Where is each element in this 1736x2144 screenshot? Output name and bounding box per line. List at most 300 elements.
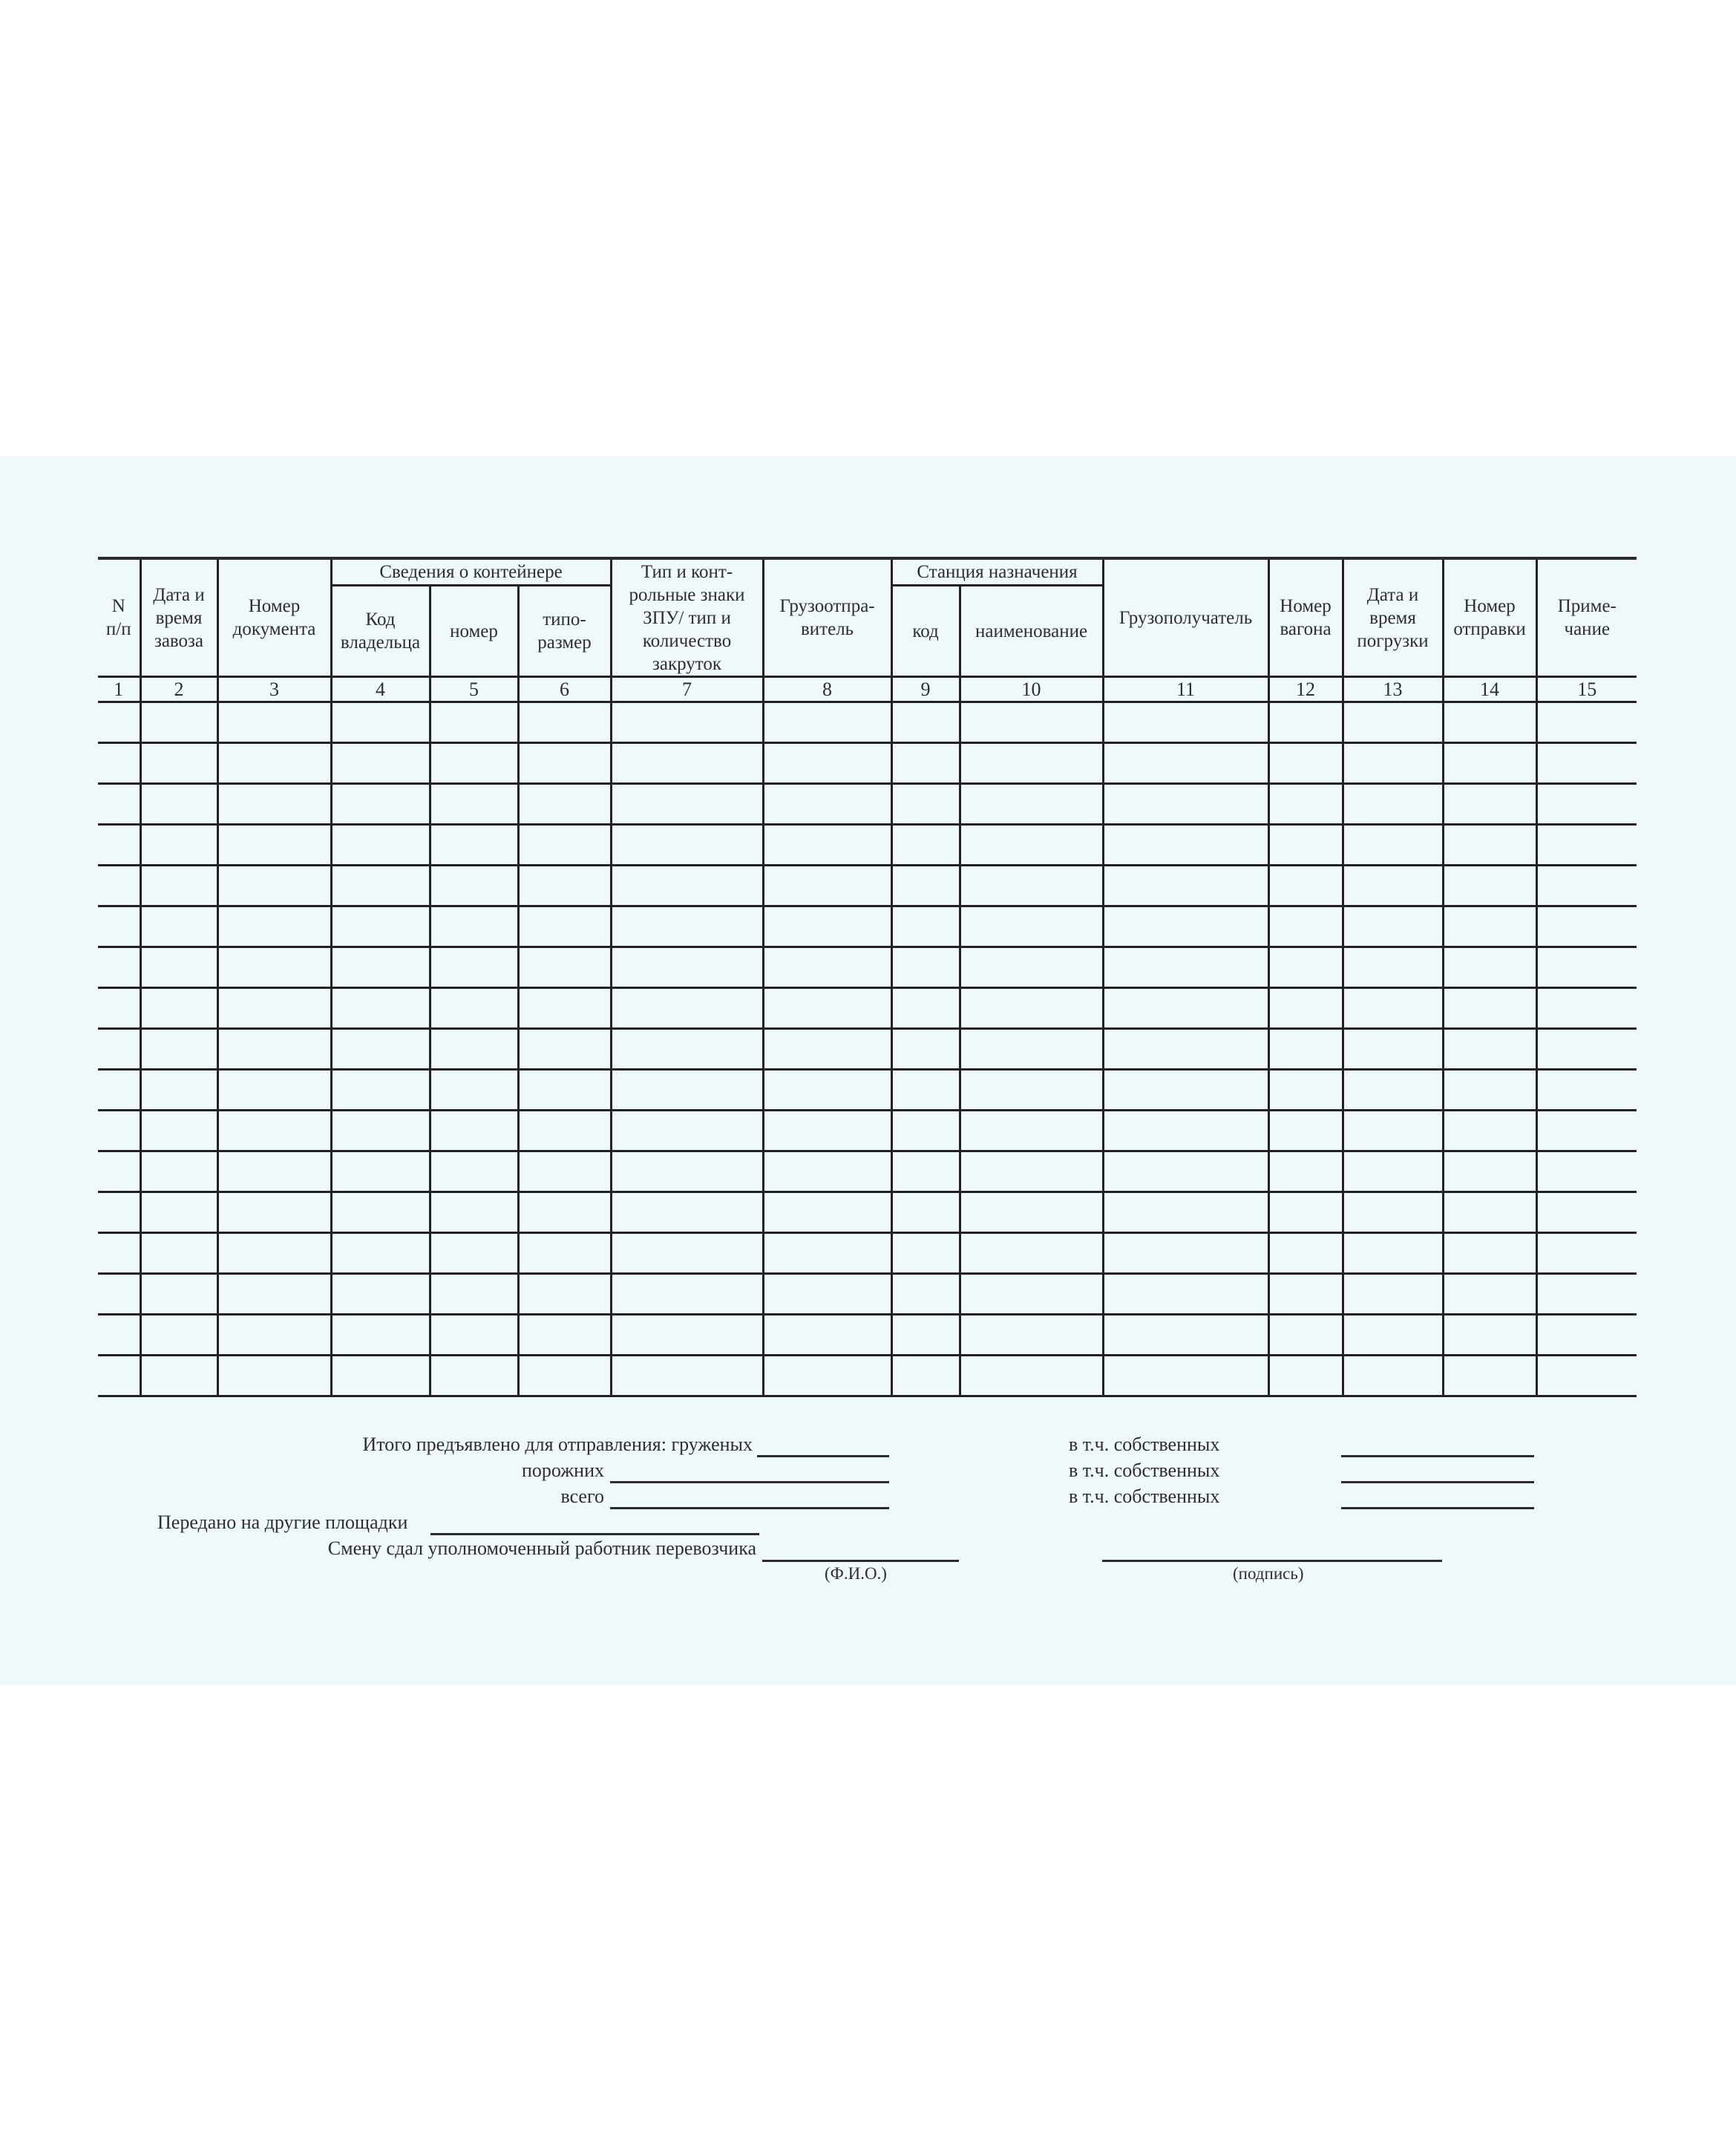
- table-row: [98, 1029, 1637, 1070]
- table-cell[interactable]: [98, 702, 140, 743]
- table-cell[interactable]: [763, 947, 891, 988]
- table-row: [98, 1151, 1637, 1192]
- table-cell[interactable]: [1103, 1111, 1268, 1151]
- table-cell[interactable]: [217, 1151, 331, 1192]
- table-cell[interactable]: [763, 743, 891, 784]
- table-row: [98, 1070, 1637, 1111]
- table-cell[interactable]: [1103, 1233, 1268, 1274]
- table-cell[interactable]: [1443, 1274, 1536, 1315]
- table-cell[interactable]: [217, 1111, 331, 1151]
- table-cell[interactable]: [960, 1233, 1103, 1274]
- table-cell[interactable]: [140, 743, 217, 784]
- col-header-1: N п/п: [98, 558, 140, 677]
- table-cell[interactable]: [1536, 1111, 1637, 1151]
- table-cell[interactable]: [891, 1356, 960, 1396]
- table-cell[interactable]: [430, 1192, 518, 1233]
- table-cell[interactable]: [98, 1315, 140, 1356]
- table-cell[interactable]: [1443, 825, 1536, 866]
- table-cell[interactable]: [611, 1070, 763, 1111]
- table-cell[interactable]: [140, 1233, 217, 1274]
- table-cell[interactable]: [1343, 1151, 1443, 1192]
- own-field-2[interactable]: [1341, 1481, 1534, 1483]
- table-cell[interactable]: [140, 1151, 217, 1192]
- table-cell[interactable]: [960, 1274, 1103, 1315]
- table-cell[interactable]: [98, 1233, 140, 1274]
- table-cell[interactable]: [1103, 1192, 1268, 1233]
- table-cell[interactable]: [217, 743, 331, 784]
- table-row: [98, 702, 1637, 743]
- table-cell[interactable]: [1343, 866, 1443, 906]
- table-cell[interactable]: [1103, 784, 1268, 825]
- table-cell[interactable]: [960, 1029, 1103, 1070]
- table-cell[interactable]: [331, 1233, 430, 1274]
- table-cell[interactable]: [140, 1315, 217, 1356]
- total-loaded-label: Итого предъявлено для отправления: груженых: [362, 1434, 753, 1455]
- table-cell[interactable]: [217, 1029, 331, 1070]
- table-cell[interactable]: [430, 1070, 518, 1111]
- column-number: 2: [140, 677, 217, 702]
- total-field[interactable]: [610, 1507, 889, 1509]
- table-cell[interactable]: [763, 825, 891, 866]
- table-cell[interactable]: [1103, 906, 1268, 947]
- table-cell[interactable]: [960, 906, 1103, 947]
- table-cell[interactable]: [960, 1192, 1103, 1233]
- table-cell[interactable]: [763, 784, 891, 825]
- table-cell[interactable]: [1536, 1070, 1637, 1111]
- table-cell[interactable]: [430, 1356, 518, 1396]
- table-cell[interactable]: [217, 1070, 331, 1111]
- table-cell[interactable]: [1268, 1029, 1343, 1070]
- table-cell[interactable]: [1536, 1151, 1637, 1192]
- col-header-7: Тип и конт- рольные знаки ЗПУ/ тип и количество закруток: [611, 558, 763, 677]
- table-cell[interactable]: [960, 988, 1103, 1029]
- table-cell[interactable]: [1536, 1274, 1637, 1315]
- table-cell[interactable]: [1343, 906, 1443, 947]
- table-cell[interactable]: [611, 1356, 763, 1396]
- table-cell[interactable]: [763, 1111, 891, 1151]
- table-cell[interactable]: [1536, 906, 1637, 947]
- table-cell[interactable]: [891, 1315, 960, 1356]
- table-cell[interactable]: [891, 1192, 960, 1233]
- table-cell[interactable]: [98, 784, 140, 825]
- table-cell[interactable]: [98, 906, 140, 947]
- table-cell[interactable]: [1268, 1233, 1343, 1274]
- table-cell[interactable]: [217, 1356, 331, 1396]
- table-cell[interactable]: [611, 1029, 763, 1070]
- table-cell[interactable]: [518, 825, 611, 866]
- table-cell[interactable]: [331, 1111, 430, 1151]
- table-cell[interactable]: [217, 1233, 331, 1274]
- table-cell[interactable]: [1103, 1029, 1268, 1070]
- table-cell[interactable]: [1268, 906, 1343, 947]
- table-cell[interactable]: [430, 947, 518, 988]
- table-cell[interactable]: [763, 1315, 891, 1356]
- table-cell[interactable]: [98, 988, 140, 1029]
- table-cell[interactable]: [891, 906, 960, 947]
- table-cell[interactable]: [1536, 1029, 1637, 1070]
- table-cell[interactable]: [763, 1029, 891, 1070]
- table-cell[interactable]: [960, 1111, 1103, 1151]
- table-cell[interactable]: [331, 906, 430, 947]
- table-cell[interactable]: [98, 1111, 140, 1151]
- table-cell[interactable]: [217, 866, 331, 906]
- table-cell[interactable]: [611, 1192, 763, 1233]
- table-cell[interactable]: [891, 1274, 960, 1315]
- table-cell[interactable]: [518, 1029, 611, 1070]
- table-cell[interactable]: [891, 1151, 960, 1192]
- table-cell[interactable]: [611, 784, 763, 825]
- table-cell[interactable]: [98, 743, 140, 784]
- table-cell[interactable]: [1268, 1192, 1343, 1233]
- table-cell[interactable]: [331, 947, 430, 988]
- table-cell[interactable]: [1343, 1111, 1443, 1151]
- col-header-4: Код владельца: [331, 586, 430, 677]
- table-cell[interactable]: [891, 743, 960, 784]
- table-cell[interactable]: [763, 988, 891, 1029]
- table-cell[interactable]: [518, 743, 611, 784]
- table-cell[interactable]: [1536, 1356, 1637, 1396]
- table-cell[interactable]: [1268, 1356, 1343, 1396]
- table-cell[interactable]: [891, 988, 960, 1029]
- table-cell[interactable]: [1443, 1151, 1536, 1192]
- table-cell[interactable]: [763, 1192, 891, 1233]
- table-cell[interactable]: [1268, 1315, 1343, 1356]
- table-cell[interactable]: [1103, 1151, 1268, 1192]
- table-cell[interactable]: [960, 702, 1103, 743]
- table-cell[interactable]: [1536, 784, 1637, 825]
- table-cell[interactable]: [430, 743, 518, 784]
- col-header-8: Грузоотпра- витель: [763, 558, 891, 677]
- table-cell[interactable]: [430, 1274, 518, 1315]
- table-cell[interactable]: [1443, 702, 1536, 743]
- table-cell[interactable]: [430, 1233, 518, 1274]
- table-cell[interactable]: [1103, 1356, 1268, 1396]
- table-cell[interactable]: [518, 1151, 611, 1192]
- table-cell[interactable]: [98, 1356, 140, 1396]
- table-cell[interactable]: [331, 702, 430, 743]
- table-cell[interactable]: [1268, 702, 1343, 743]
- table-cell[interactable]: [611, 702, 763, 743]
- col-header-9: код: [891, 586, 960, 677]
- table-cell[interactable]: [763, 866, 891, 906]
- table-cell[interactable]: [1536, 1233, 1637, 1274]
- table-cell[interactable]: [611, 743, 763, 784]
- table-cell[interactable]: [1443, 784, 1536, 825]
- table-cell[interactable]: [1536, 866, 1637, 906]
- table-cell[interactable]: [1268, 1151, 1343, 1192]
- table-cell[interactable]: [1536, 702, 1637, 743]
- fio-caption: (Ф.И.О.): [825, 1564, 887, 1583]
- table-cell[interactable]: [140, 825, 217, 866]
- table-cell[interactable]: [518, 906, 611, 947]
- table-row: [98, 866, 1637, 906]
- table-cell[interactable]: [960, 1070, 1103, 1111]
- table-cell[interactable]: [1343, 743, 1443, 784]
- table-cell[interactable]: [140, 1111, 217, 1151]
- table-cell[interactable]: [518, 1070, 611, 1111]
- table-cell[interactable]: [763, 1233, 891, 1274]
- table-cell[interactable]: [1268, 1274, 1343, 1315]
- table-cell[interactable]: [98, 1151, 140, 1192]
- table-cell[interactable]: [1443, 1070, 1536, 1111]
- col-header-14: Номер отправки: [1443, 558, 1536, 677]
- table-cell[interactable]: [1103, 1070, 1268, 1111]
- col-header-11: Грузополучатель: [1103, 558, 1268, 677]
- table-cell[interactable]: [1443, 988, 1536, 1029]
- table-cell[interactable]: [140, 866, 217, 906]
- table-row: [98, 743, 1637, 784]
- table-cell[interactable]: [611, 1274, 763, 1315]
- table-cell[interactable]: [518, 1233, 611, 1274]
- table-cell[interactable]: [1536, 988, 1637, 1029]
- table-cell[interactable]: [518, 947, 611, 988]
- table-cell[interactable]: [331, 1029, 430, 1070]
- table-cell[interactable]: [98, 866, 140, 906]
- table-cell[interactable]: [960, 1315, 1103, 1356]
- table-cell[interactable]: [98, 1274, 140, 1315]
- table-cell[interactable]: [518, 1111, 611, 1151]
- table-cell[interactable]: [331, 1356, 430, 1396]
- column-number: 13: [1343, 677, 1443, 702]
- table-cell[interactable]: [331, 743, 430, 784]
- table-cell[interactable]: [1343, 1192, 1443, 1233]
- table-cell[interactable]: [891, 1233, 960, 1274]
- table-cell[interactable]: [1443, 1233, 1536, 1274]
- table-body: [98, 702, 1637, 1396]
- table-cell[interactable]: [518, 1315, 611, 1356]
- table-cell[interactable]: [611, 988, 763, 1029]
- transferred-label: Передано на другие площадки: [157, 1511, 408, 1533]
- table-cell[interactable]: [331, 784, 430, 825]
- table-cell[interactable]: [891, 866, 960, 906]
- table-cell[interactable]: [1268, 1070, 1343, 1111]
- table-cell[interactable]: [891, 702, 960, 743]
- table-cell[interactable]: [1268, 825, 1343, 866]
- table-cell[interactable]: [98, 825, 140, 866]
- table-cell[interactable]: [763, 1070, 891, 1111]
- table-cell[interactable]: [1268, 866, 1343, 906]
- table-cell[interactable]: [1443, 1356, 1536, 1396]
- column-number: 12: [1268, 677, 1343, 702]
- table-cell[interactable]: [960, 947, 1103, 988]
- table-cell[interactable]: [430, 784, 518, 825]
- table-cell[interactable]: [1343, 1274, 1443, 1315]
- table-cell[interactable]: [430, 866, 518, 906]
- table-cell[interactable]: [430, 906, 518, 947]
- table-cell[interactable]: [331, 1192, 430, 1233]
- table-cell[interactable]: [1443, 1029, 1536, 1070]
- table-cell[interactable]: [891, 947, 960, 988]
- column-number: 15: [1536, 677, 1637, 702]
- table-cell[interactable]: [140, 906, 217, 947]
- table-cell[interactable]: [98, 1192, 140, 1233]
- table-cell[interactable]: [763, 906, 891, 947]
- table-cell[interactable]: [1536, 743, 1637, 784]
- empty-label: порожних: [521, 1460, 604, 1481]
- table-cell[interactable]: [331, 988, 430, 1029]
- table-cell[interactable]: [1343, 1315, 1443, 1356]
- table-cell[interactable]: [1343, 988, 1443, 1029]
- table-cell[interactable]: [1268, 743, 1343, 784]
- table-cell[interactable]: [960, 784, 1103, 825]
- total-loaded-field[interactable]: [757, 1455, 889, 1457]
- table-cell[interactable]: [1268, 784, 1343, 825]
- own-field-3[interactable]: [1341, 1507, 1534, 1509]
- table-cell[interactable]: [518, 702, 611, 743]
- table-cell[interactable]: [763, 1356, 891, 1396]
- empty-field[interactable]: [610, 1481, 889, 1483]
- table-cell[interactable]: [430, 702, 518, 743]
- table-cell[interactable]: [960, 1356, 1103, 1396]
- table-cell[interactable]: [1103, 1274, 1268, 1315]
- table-cell[interactable]: [611, 1233, 763, 1274]
- table-cell[interactable]: [611, 1151, 763, 1192]
- table-cell[interactable]: [331, 825, 430, 866]
- table-cell[interactable]: [1343, 1356, 1443, 1396]
- table-cell[interactable]: [217, 825, 331, 866]
- table-cell[interactable]: [960, 825, 1103, 866]
- table-cell[interactable]: [518, 866, 611, 906]
- table-cell[interactable]: [1343, 825, 1443, 866]
- table-cell[interactable]: [611, 825, 763, 866]
- table-cell[interactable]: [1343, 1233, 1443, 1274]
- fio-field[interactable]: [762, 1560, 959, 1562]
- table-cell[interactable]: [430, 1029, 518, 1070]
- table-cell[interactable]: [430, 1111, 518, 1151]
- col-header-10: наименование: [960, 586, 1103, 677]
- table-cell[interactable]: [1103, 866, 1268, 906]
- table-cell[interactable]: [217, 1315, 331, 1356]
- table-cell[interactable]: [611, 906, 763, 947]
- table-cell[interactable]: [98, 947, 140, 988]
- table-cell[interactable]: [1443, 1111, 1536, 1151]
- table-cell[interactable]: [891, 1029, 960, 1070]
- table-cell[interactable]: [1536, 825, 1637, 866]
- table-cell[interactable]: [1103, 702, 1268, 743]
- table-cell[interactable]: [331, 1274, 430, 1315]
- own-label-1: в т.ч. собственных: [1069, 1434, 1220, 1455]
- column-number: 11: [1103, 677, 1268, 702]
- table-cell[interactable]: [331, 1315, 430, 1356]
- table-cell[interactable]: [518, 1192, 611, 1233]
- table-cell[interactable]: [518, 1356, 611, 1396]
- table-cell[interactable]: [891, 1070, 960, 1111]
- table-cell[interactable]: [960, 743, 1103, 784]
- own-label-2: в т.ч. собственных: [1069, 1460, 1220, 1481]
- table-cell[interactable]: [1343, 784, 1443, 825]
- table-cell[interactable]: [611, 866, 763, 906]
- table-cell[interactable]: [1443, 866, 1536, 906]
- table-cell[interactable]: [1536, 947, 1637, 988]
- table-cell[interactable]: [217, 988, 331, 1029]
- table-cell[interactable]: [1443, 1315, 1536, 1356]
- table-cell[interactable]: [1268, 947, 1343, 988]
- table-cell[interactable]: [331, 866, 430, 906]
- table-cell[interactable]: [1268, 988, 1343, 1029]
- table-cell[interactable]: [140, 947, 217, 988]
- table-row: [98, 1315, 1637, 1356]
- table-cell[interactable]: [217, 906, 331, 947]
- table-cell[interactable]: [98, 1070, 140, 1111]
- table-cell[interactable]: [430, 988, 518, 1029]
- table-cell[interactable]: [217, 947, 331, 988]
- table-cell[interactable]: [611, 1111, 763, 1151]
- column-number: 9: [891, 677, 960, 702]
- table-cell[interactable]: [611, 947, 763, 988]
- table-cell[interactable]: [1343, 1029, 1443, 1070]
- col-header-13: Дата и время погрузки: [1343, 558, 1443, 677]
- table-cell[interactable]: [1443, 743, 1536, 784]
- table-cell[interactable]: [1343, 947, 1443, 988]
- table-cell[interactable]: [1103, 988, 1268, 1029]
- column-number: 8: [763, 677, 891, 702]
- table-cell[interactable]: [1103, 1315, 1268, 1356]
- table-cell[interactable]: [1443, 906, 1536, 947]
- table-cell[interactable]: [217, 1192, 331, 1233]
- table-cell[interactable]: [1103, 743, 1268, 784]
- table-cell[interactable]: [217, 702, 331, 743]
- table-cell[interactable]: [891, 825, 960, 866]
- table-cell[interactable]: [1536, 1315, 1637, 1356]
- table-cell[interactable]: [98, 1029, 140, 1070]
- table-cell[interactable]: [140, 1192, 217, 1233]
- table-row: [98, 1274, 1637, 1315]
- table-cell[interactable]: [763, 702, 891, 743]
- table-cell[interactable]: [140, 1356, 217, 1396]
- signature-field[interactable]: [1102, 1560, 1442, 1562]
- table-cell[interactable]: [1536, 1192, 1637, 1233]
- table-cell[interactable]: [140, 784, 217, 825]
- transferred-field[interactable]: [430, 1533, 759, 1535]
- table-cell[interactable]: [140, 988, 217, 1029]
- table-cell[interactable]: [140, 702, 217, 743]
- table-cell[interactable]: [1443, 1192, 1536, 1233]
- table-cell[interactable]: [763, 1274, 891, 1315]
- table-cell[interactable]: [430, 1151, 518, 1192]
- table-cell[interactable]: [430, 825, 518, 866]
- table-cell[interactable]: [611, 1315, 763, 1356]
- table-cell[interactable]: [1443, 947, 1536, 988]
- table-cell[interactable]: [331, 1151, 430, 1192]
- table-cell[interactable]: [140, 1274, 217, 1315]
- table-cell[interactable]: [960, 1151, 1103, 1192]
- column-number: 6: [518, 677, 611, 702]
- group-header-station: Станция назначения: [891, 558, 1103, 586]
- table-cell[interactable]: [140, 1029, 217, 1070]
- table-cell[interactable]: [1343, 1070, 1443, 1111]
- table-cell[interactable]: [891, 784, 960, 825]
- table-cell[interactable]: [430, 1315, 518, 1356]
- col-header-15: Приме- чание: [1536, 558, 1637, 677]
- table-cell[interactable]: [891, 1111, 960, 1151]
- table-cell[interactable]: [1268, 1111, 1343, 1151]
- column-number: 3: [217, 677, 331, 702]
- table-cell[interactable]: [217, 1274, 331, 1315]
- table-cell[interactable]: [1103, 947, 1268, 988]
- table-cell[interactable]: [217, 784, 331, 825]
- table-cell[interactable]: [1343, 702, 1443, 743]
- signature-caption: (подпись): [1233, 1564, 1304, 1583]
- table-cell[interactable]: [518, 784, 611, 825]
- table-cell[interactable]: [518, 1274, 611, 1315]
- table-cell[interactable]: [518, 988, 611, 1029]
- table-cell[interactable]: [960, 866, 1103, 906]
- table-cell[interactable]: [140, 1070, 217, 1111]
- table-cell[interactable]: [331, 1070, 430, 1111]
- table-cell[interactable]: [763, 1151, 891, 1192]
- own-field-1[interactable]: [1341, 1455, 1534, 1457]
- table-cell[interactable]: [1103, 825, 1268, 866]
